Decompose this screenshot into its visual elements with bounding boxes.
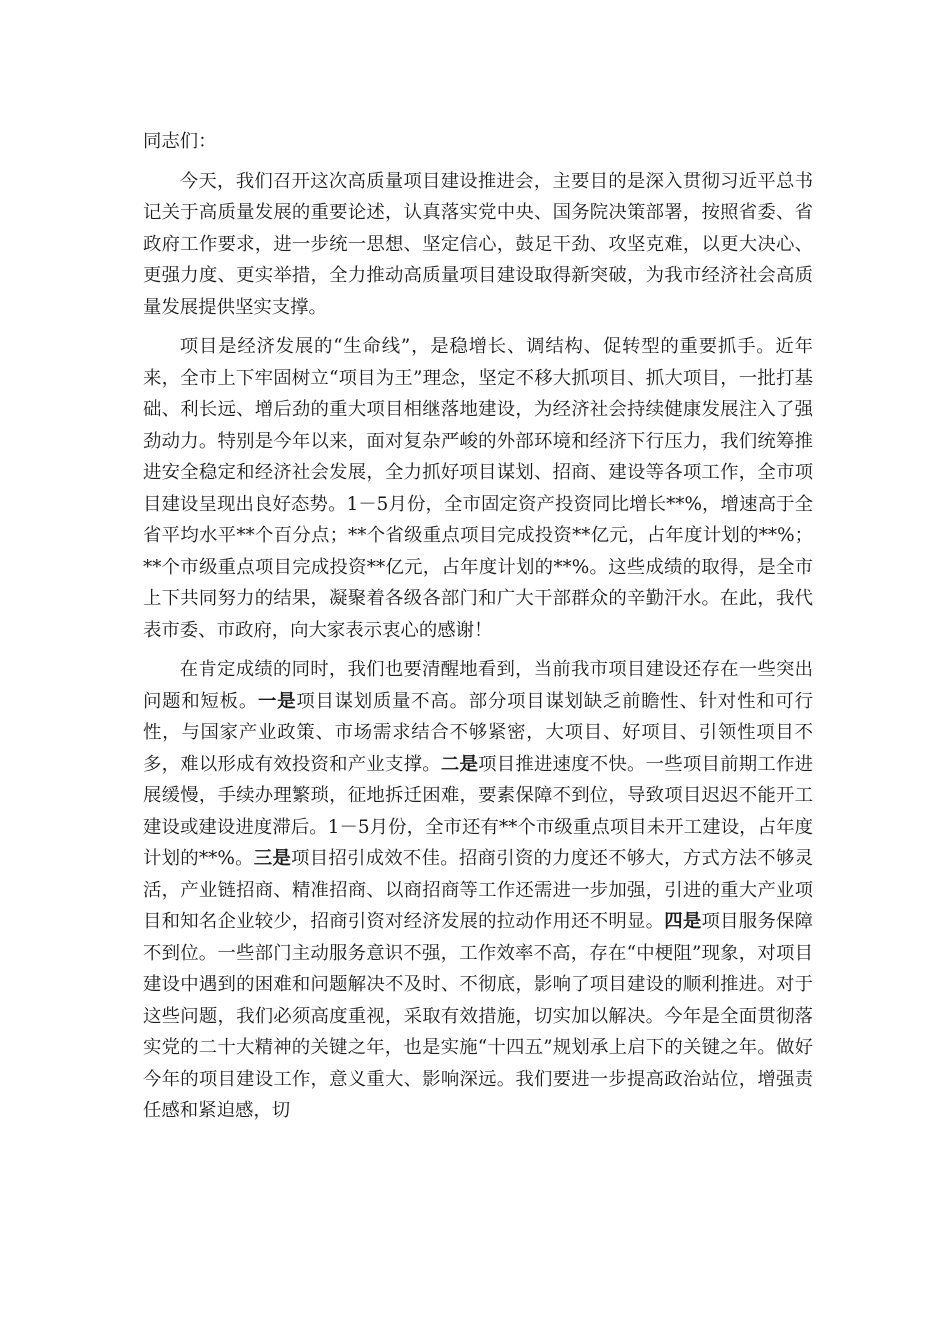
document-page bbox=[143, 126, 813, 1135]
paragraph-problems bbox=[143, 654, 813, 1127]
paragraph-text: 项目谋划质量不高。部分项目谋划缺乏前瞻性、针对性和可行性，与国家产业政策、市场需求结合不够紧密，大项目、好项目、引领性项目不多，难以形成有效投资和产业支撑。 bbox=[143, 690, 813, 775]
salutation: 同志们： bbox=[143, 131, 217, 152]
paragraph-text: 项目是经济发展的“生命线”，是稳增长、调结构、促转型的重要抓手。近年来，全市上下牢固树立“项目为王”理念，坚定不移大抓项目、抓大项目，一批打基础、利长远、增后劲的重大项目相继落地建设，为经济社会持续健康发展注入了强劲动力。特别是今年以来，面对复杂严峻的外部环境和经济下行压力，我们统筹推进安全稳定和经济社会发展，全力抓好项目谋划、招商、建设等各项工作，全市项目建设呈现出良好态势。1－5月份，全市固定资产投资同比增长**%，增速高于全省平均水平**个百分点；**个省级重点项目完成投资**亿元，占年度计划的**%；**个市级重点项目完成投资**亿元，占年度计划的**%。这些成绩的取得，是全市上下共同努力的结果，凝聚着各级各部门和广大干部群众的辛勤汗水。在此，我代表市委、市政府，向大家表示衷心的感谢！ bbox=[143, 336, 813, 641]
paragraph-text: 项目招引成效不佳。招商引资的力度还不够大，方式方法不够灵活，产业链招商、精准招商、以商招商等工作还需进一步加强，引进的重大产业项目和知名企业较少，招商引资对经济发展的拉动作用还不明显。 bbox=[143, 848, 813, 932]
problem-marker-three: 三是 bbox=[253, 848, 292, 869]
paragraph-text: 项目服务保障不到位。一些部门主动服务意识不强，工作效率不高，存在“中梗阻”现象，对项目建设中遇到的困难和问题解决不及时、不彻底，影响了项目建设的顺利推进。对于这些问题，我们必须高度重视，采取有效措施，切实加以解决。今年是全面贯彻落实党的二十大精神的关键之年，也是实施“十四五”规划承上启下的关键之年。做好今年的项目建设工作，意义重大、影响深远。我们要进一步提高政治站位，增强责任感和紧迫感，切 bbox=[143, 911, 813, 1121]
problem-marker-two: 二是 bbox=[440, 753, 479, 775]
paragraph-text: 项目推进速度不快。一些项目前期工作进展缓慢，手续办理繁琐，征地拆迁困难，要素保障不到位，导致项目迟迟不能开工建设或建设进度滞后。1－5月份，全市还有**个市级重点项目未开工建设，占年度计划的**%。 bbox=[143, 753, 813, 869]
paragraph-text: 今天，我们召开这次高质量项目建设推进会，主要目的是深入贯彻习近平总书记关于高质量发展的重要论述，认真落实党中央、国务院决策部署，按照省委、省政府工作要求，进一步统一思想、坚定信心，鼓足干劲、攻坚克难，以更大决心、更强力度、更实举措，全力推动高质量项目建设取得新突破，为我市经济社会高质量发展提供坚实支撑。 bbox=[143, 170, 813, 318]
paragraph-opening bbox=[143, 166, 813, 324]
paragraph-achievements bbox=[143, 331, 813, 646]
problem-marker-four: 四是 bbox=[664, 911, 702, 932]
paragraph-text: 在肯定成绩的同时，我们也要清醒地看到，当前我市项目建设还存在一些突出问题和短板。 bbox=[143, 659, 813, 712]
problem-marker-one: 一是 bbox=[257, 690, 297, 712]
